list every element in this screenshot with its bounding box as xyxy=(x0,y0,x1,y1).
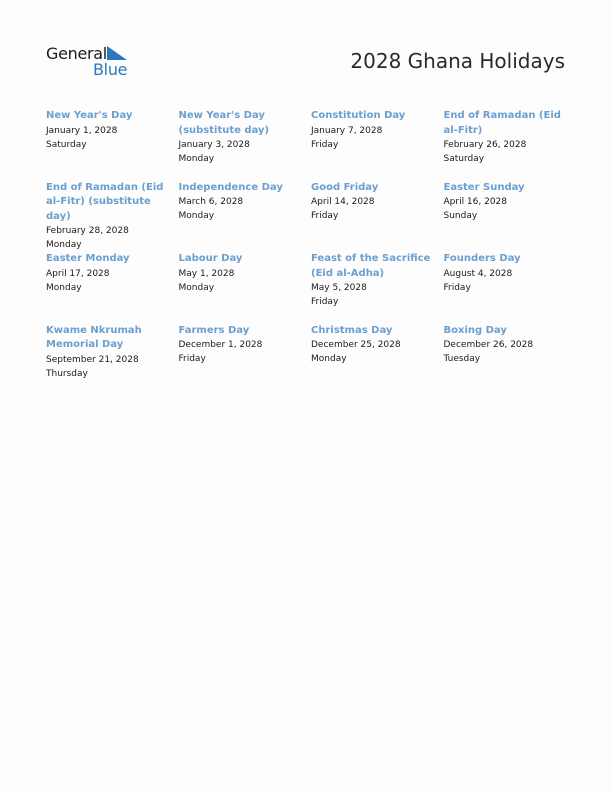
holiday-date: March 6, 2028 xyxy=(178,197,244,207)
holiday-weekday: Sunday xyxy=(443,211,478,221)
holiday-item xyxy=(179,324,312,396)
holiday-date: August 4, 2028 xyxy=(443,268,513,279)
holiday-name: Christmas Day xyxy=(311,324,393,336)
holiday-weekday: Saturday xyxy=(443,154,485,164)
holiday-item xyxy=(444,109,577,181)
holiday-date: December 25, 2028 xyxy=(311,340,401,350)
holiday-date: February 26, 2028 xyxy=(443,140,527,150)
holiday-item xyxy=(46,181,179,253)
holiday-date: December 1, 2028 xyxy=(178,340,263,350)
holiday-item xyxy=(46,252,179,324)
holiday-date: September 21, 2028 xyxy=(46,354,139,365)
holiday-name: Independence Day xyxy=(178,181,283,193)
holiday-item xyxy=(179,109,312,181)
holiday-item xyxy=(311,109,444,181)
holiday-date: May 1, 2028 xyxy=(178,268,235,279)
logo xyxy=(46,44,136,80)
holiday-weekday: Friday xyxy=(311,211,339,221)
holiday-weekday: Monday xyxy=(178,211,215,221)
holiday-name: Kwame Nkrumah Memorial Day xyxy=(46,324,142,350)
holiday-name: Easter Monday xyxy=(46,253,130,264)
holiday-item xyxy=(179,252,312,324)
holiday-weekday: Thursday xyxy=(46,368,88,379)
holiday-item xyxy=(179,181,312,253)
holiday-item xyxy=(311,181,444,253)
holiday-name: Constitution Day xyxy=(311,110,406,121)
holiday-weekday: Monday xyxy=(46,282,82,293)
holiday-item xyxy=(311,252,444,324)
holiday-weekday: Monday xyxy=(178,282,215,293)
holiday-name: Founders Day xyxy=(443,253,521,264)
holiday-name: Boxing Day xyxy=(443,324,507,336)
holiday-item xyxy=(311,324,444,396)
holiday-date: April 17, 2028 xyxy=(46,268,110,279)
holiday-weekday: Friday xyxy=(178,354,206,364)
holiday-name: Good Friday xyxy=(311,181,379,193)
page-title: 2028 Ghana Holidays xyxy=(350,49,565,73)
holiday-name: Labour Day xyxy=(178,253,243,264)
holiday-name: New Year's Day xyxy=(46,110,133,121)
holiday-item xyxy=(444,324,577,396)
holiday-weekday: Monday xyxy=(311,354,347,364)
holiday-name: Farmers Day xyxy=(178,324,250,336)
holiday-weekday: Monday xyxy=(178,154,215,164)
holiday-weekday: Tuesday xyxy=(443,354,481,364)
holiday-date: February 28, 2028 xyxy=(46,226,129,236)
holiday-item xyxy=(444,252,577,324)
holiday-date: April 14, 2028 xyxy=(311,197,375,207)
logo-text-general: General xyxy=(46,44,107,63)
holiday-weekday: Friday xyxy=(443,282,471,293)
holiday-date: May 5, 2028 xyxy=(311,283,367,293)
holiday-name: End of Ramadan (Eid al-Fitr) (substitute day) xyxy=(46,181,164,222)
holiday-date: April 16, 2028 xyxy=(443,197,508,207)
holiday-date: January 3, 2028 xyxy=(178,140,250,150)
holiday-weekday: Friday xyxy=(311,139,339,150)
holiday-name: Easter Sunday xyxy=(443,181,525,193)
holiday-name: End of Ramadan (Eid al-Fitr) xyxy=(443,110,561,136)
holiday-name: Feast of the Sacrifice (Eid al-Adha) xyxy=(311,253,431,279)
holiday-date: January 7, 2028 xyxy=(311,125,383,136)
holiday-name: New Year's Day (substitute day) xyxy=(178,110,270,136)
holiday-grid xyxy=(46,109,576,395)
holiday-weekday: Friday xyxy=(311,297,339,307)
holiday-item xyxy=(46,109,179,181)
holiday-weekday: Monday xyxy=(46,240,82,250)
holiday-item xyxy=(444,181,577,253)
holiday-date: December 26, 2028 xyxy=(443,340,534,350)
holiday-weekday: Saturday xyxy=(46,139,87,150)
holiday-date: January 1, 2028 xyxy=(46,125,118,136)
logo-text-blue: Blue xyxy=(93,60,128,79)
holiday-item xyxy=(46,324,179,396)
